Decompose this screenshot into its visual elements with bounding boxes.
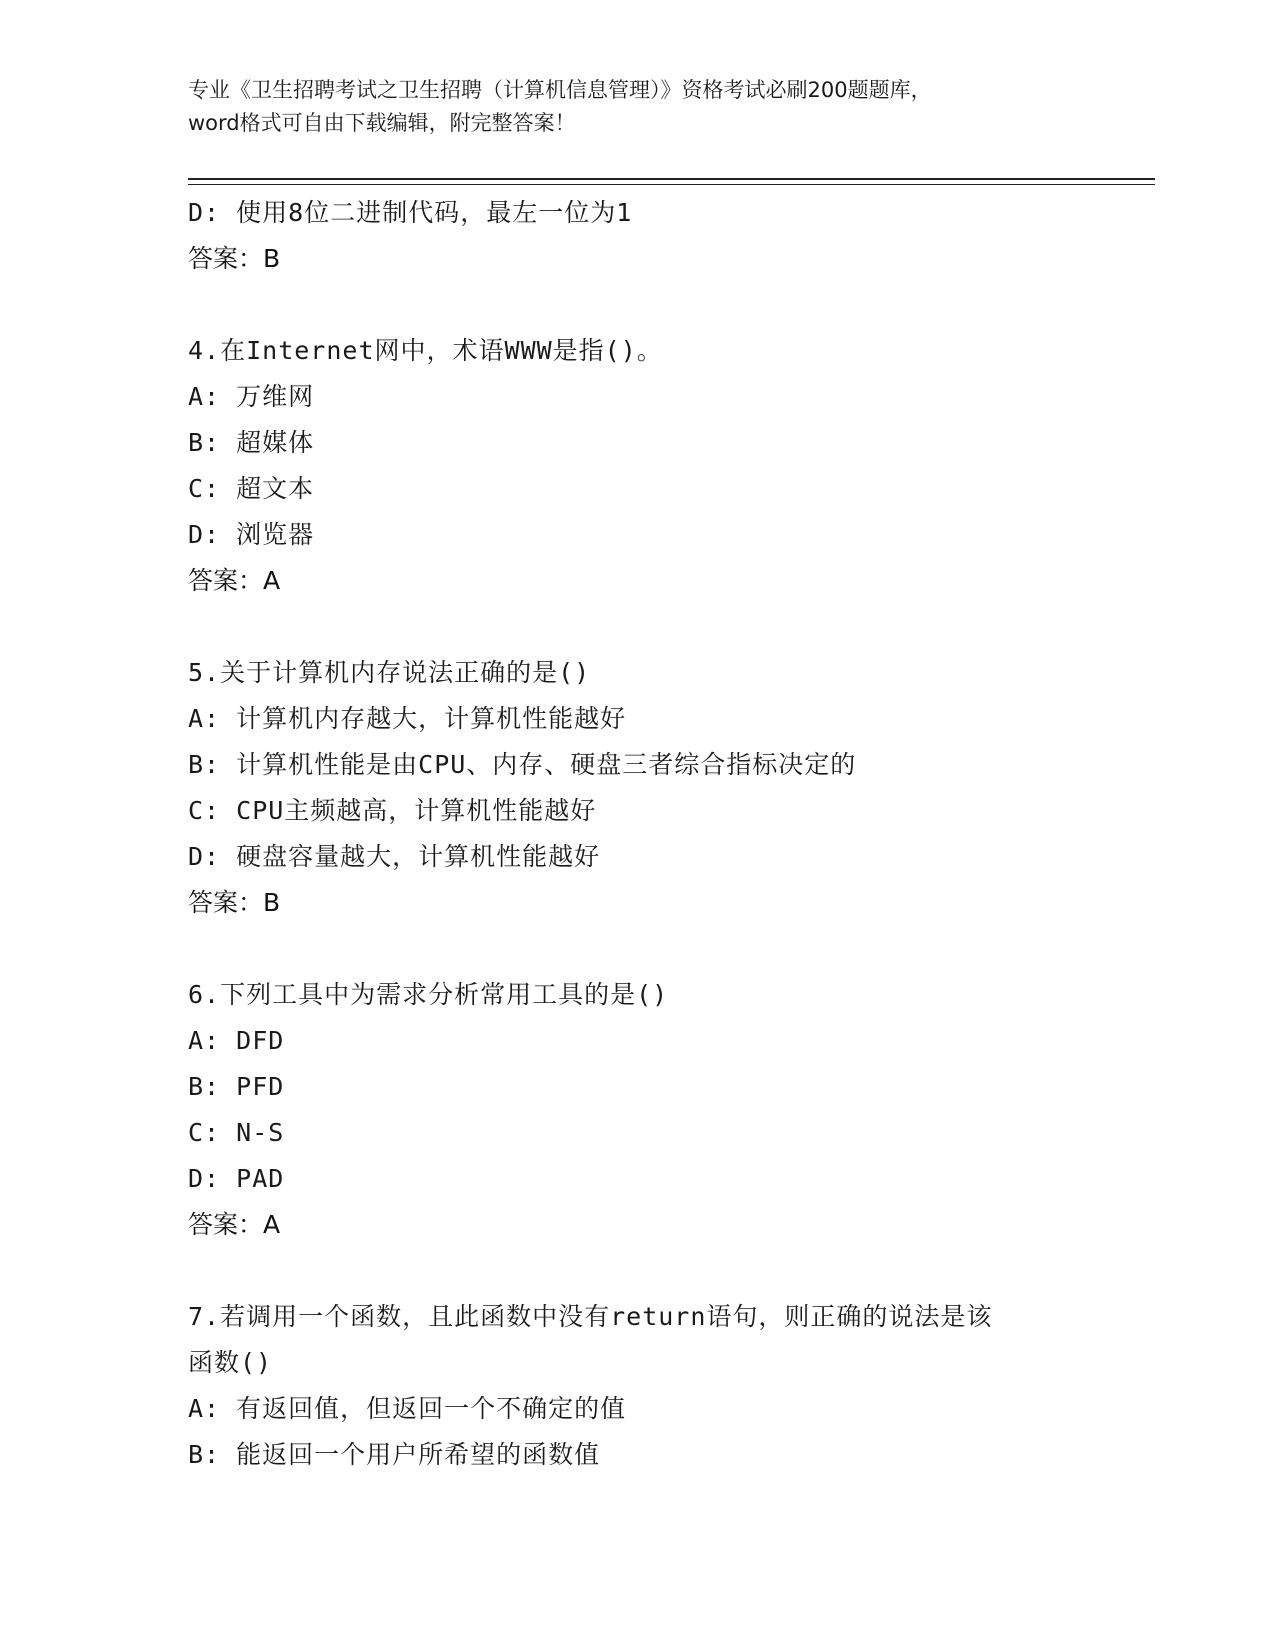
- option-d: D: 浏览器: [188, 520, 315, 549]
- option-c: C: CPU主频越高，计算机性能越好: [188, 796, 597, 825]
- option-a: A: 万维网: [188, 382, 315, 411]
- option-d: D: 硬盘容量越大，计算机性能越好: [188, 842, 601, 871]
- question-6: [188, 972, 1088, 1248]
- spacer: [188, 282, 1088, 328]
- option-c: C: N-S: [188, 1118, 285, 1147]
- spacer: [188, 926, 1088, 972]
- option-c: C: 超文本: [188, 474, 315, 503]
- question-5: [188, 650, 1088, 926]
- answer: 答案：A: [188, 1210, 281, 1239]
- option-b: B: 能返回一个用户所希望的函数值: [188, 1440, 601, 1469]
- option-a: A: 计算机内存越大，计算机性能越好: [188, 704, 627, 733]
- spacer: [188, 1248, 1088, 1294]
- option-b: B: 超媒体: [188, 428, 315, 457]
- document-body: [188, 190, 1088, 1478]
- question-stem: 7.若调用一个函数，且此函数中没有return语句，则正确的说法是该: [188, 1302, 993, 1331]
- prev-question-option-d: D: 使用8位二进制代码，最左一位为1: [188, 198, 633, 227]
- option-a: A: 有返回值，但返回一个不确定的值: [188, 1394, 627, 1423]
- option-d: D: PAD: [188, 1164, 285, 1193]
- header-divider: [188, 178, 1155, 185]
- spacer: [188, 604, 1088, 650]
- option-b: B: 计算机性能是由CPU、内存、硬盘三者综合指标决定的: [188, 750, 857, 779]
- question-stem: 4.在Internet网中，术语WWW是指()。: [188, 336, 663, 365]
- header-title-line-1: 专业《卫生招聘考试之卫生招聘（计算机信息管理）》资格考试必刷200题题库，: [188, 78, 932, 102]
- page-header: [188, 74, 1088, 140]
- question-stem: 6.下列工具中为需求分析常用工具的是(): [188, 980, 669, 1009]
- question-7: [188, 1294, 1088, 1478]
- option-b: B: PFD: [188, 1072, 285, 1101]
- question-4: [188, 328, 1088, 604]
- header-title-line-2: word格式可自由下载编辑，附完整答案！: [188, 111, 576, 135]
- answer: 答案：A: [188, 566, 281, 595]
- prev-question-answer: 答案：B: [188, 244, 281, 273]
- question-stem: 5.关于计算机内存说法正确的是(): [188, 658, 591, 687]
- option-a: A: DFD: [188, 1026, 285, 1055]
- question-stem-continued: 函数(): [188, 1348, 273, 1377]
- answer: 答案：B: [188, 888, 281, 917]
